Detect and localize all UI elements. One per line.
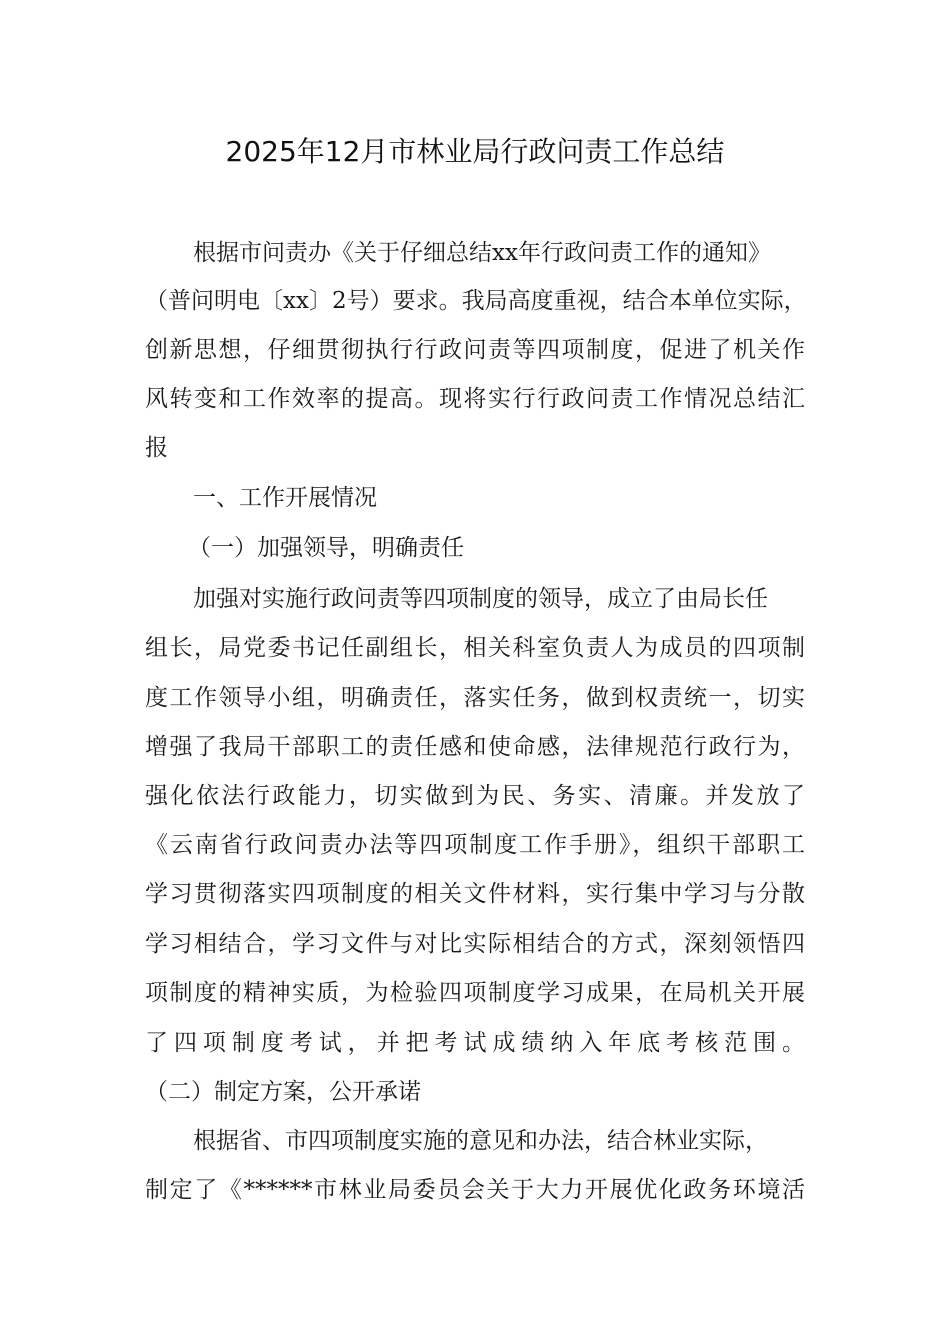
paragraph-line: 制定了《******市林业局委员会关于大力开展优化政务环境活 xyxy=(145,1177,805,1203)
document-title: 2025年12月市林业局行政问责工作总结 xyxy=(225,135,725,168)
paragraph-line: 根据省、市四项制度实施的意见和办法，结合林业实际， xyxy=(193,1128,768,1154)
paragraph-line: 报 xyxy=(145,435,168,461)
paragraph-line: 根据市问责办《关于仔细总结xx年行政问责工作的通知》 xyxy=(193,240,771,266)
paragraph-line: 《云南省行政问责办法等四项制度工作手册》，组织干部职工 xyxy=(145,832,805,858)
paragraph-line: 项制度的精神实质，为检验四项制度学习成果，在局机关开展 xyxy=(145,980,805,1006)
paragraph-line: 了四项制度考试，并把考试成绩纳入年底考核范围。 xyxy=(145,1030,805,1056)
paragraph-line: 度工作领导小组，明确责任，落实任务，做到权责统一，切实 xyxy=(145,685,805,711)
paragraph-line: 学习相结合，学习文件与对比实际相结合的方式，深刻领悟四 xyxy=(145,931,805,957)
paragraph-line: 创新思想，仔细贯彻执行行政问责等四项制度，促进了机关作 xyxy=(145,337,805,363)
paragraph-line: 风转变和工作效率的提高。现将实行行政问责工作情况总结汇 xyxy=(145,386,805,412)
subsection-heading: （一）加强领导，明确责任 xyxy=(188,535,464,561)
paragraph-line: 加强对实施行政问责等四项制度的领导，成立了由局长任 xyxy=(193,586,768,612)
paragraph-line: 增强了我局干部职工的责任感和使命感，法律规范行政行为， xyxy=(145,734,805,760)
paragraph-line: 强化依法行政能力，切实做到为民、务实、清廉。并发放了 xyxy=(145,783,805,809)
paragraph-line: 组长，局党委书记任副组长，相关科室负责人为成员的四项制 xyxy=(145,635,805,661)
paragraph-line: 学习贯彻落实四项制度的相关文件材料，实行集中学习与分散 xyxy=(145,881,805,907)
subsection-heading: （二）制定方案，公开承诺 xyxy=(145,1079,421,1105)
paragraph-line: （普问明电〔xx〕2号）要求。我局高度重视，结合本单位实际， xyxy=(145,288,807,314)
section-heading: 一、工作开展情况 xyxy=(193,485,377,511)
